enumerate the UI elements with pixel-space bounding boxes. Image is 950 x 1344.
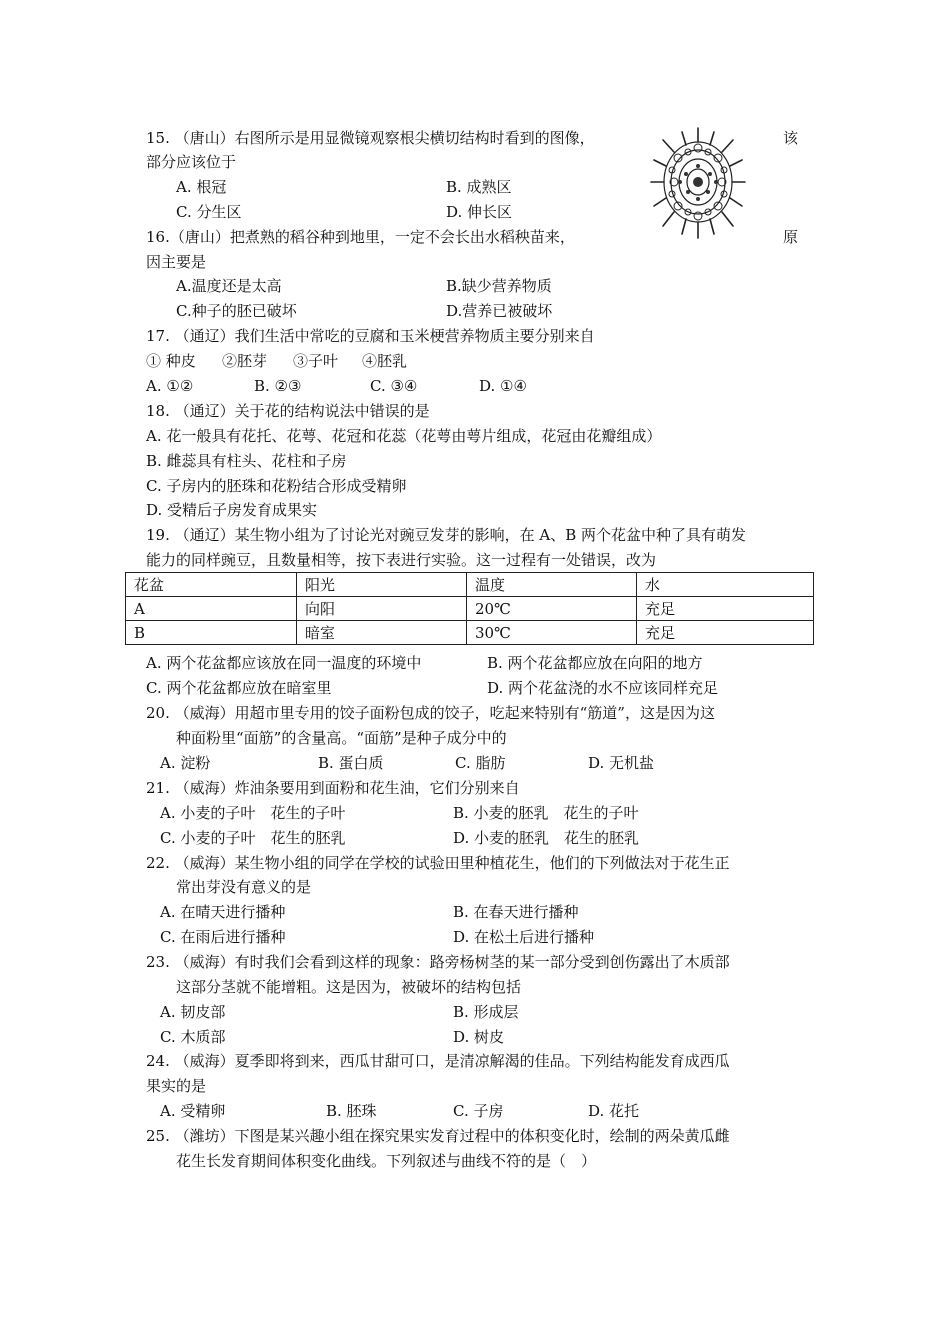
q16-option-d: D.营养已被破坏 [446,302,553,320]
q21-option-a: A. 小麦的子叶 花生的子叶 [160,804,346,822]
q21-option-b: B. 小麦的胚乳 花生的子叶 [453,804,639,822]
q19-option-b: B. 两个花盆都应放在向阳的地方 [487,654,703,672]
q21-stem: 21. （威海）炸油条要用到面粉和花生油，它们分别来自 [146,779,520,797]
q19-option-d: D. 两个花盆浇的水不应该同样充足 [487,679,719,697]
table-row [126,597,814,621]
q23-stem-line1: 23. （威海）有时我们会看到这样的现象：路旁杨树茎的某一部分受到创伤露出了木质部 [146,953,730,971]
q22-option-d: D. 在松土后进行播种 [453,928,595,946]
q15-option-c: C. 分生区 [176,203,242,221]
table-header-row [126,573,814,597]
q20-option-c: C. 脂肪 [455,754,506,772]
q24-option-a: A. 受精卵 [160,1102,226,1120]
q21-option-c: C. 小麦的子叶 花生的胚乳 [160,829,346,847]
table-cell: 充足 [637,597,814,621]
table-cell: 充足 [637,621,814,645]
q24-option-b: B. 胚珠 [326,1102,377,1120]
q23-option-a: A. 韧皮部 [160,1003,226,1021]
q24-stem-line2: 果实的是 [146,1077,207,1095]
q24-option-c: C. 子房 [453,1102,504,1120]
q22-option-a: A. 在晴天进行播种 [160,903,286,921]
q17-stem: 17. （通辽）我们生活中常吃的豆腐和玉米梗营养物质主要分别来自 [146,327,595,345]
q17-option-a: A. ①② [146,377,194,395]
q16-option-b: B.缺少营养物质 [446,277,552,295]
table-cell: B [126,621,297,645]
q22-option-b: B. 在春天进行播种 [453,903,579,921]
q22-stem-line2: 常出芽没有意义的是 [176,878,312,896]
q16-stem-line1: 16.（唐山）把煮熟的稻谷种到地里，一定不会长出水稻秧苗来， [146,228,575,246]
q19-stem-line2: 能力的同样豌豆，且数量相等，按下表进行实验。这一过程有一处错误，改为 [146,551,657,569]
q17-option-c: C. ③④ [370,377,418,395]
q17-item-3: ③子叶 [293,352,339,370]
q22-stem-line1: 22. （威海）某生物小组的同学在学校的试验田里种植花生，他们的下列做法对于花生正 [146,854,730,872]
q23-stem-line2: 这部分茎就不能增粗。这是因为，被破坏的结构包括 [176,978,522,996]
q16-stem-line1-tail: 原 [783,228,799,246]
q20-stem-line1: 20. （威海）用超市里专用的饺子面粉包成的饺子，吃起来特别有“筋道”，这是因为这 [146,704,715,722]
q15-option-a: A. 根冠 [176,178,227,196]
q15-option-d: D. 伸长区 [446,203,513,221]
q20-option-b: B. 蛋白质 [318,754,384,772]
q17-item-1: ① 种皮 [146,352,196,370]
q23-option-d: D. 树皮 [453,1028,505,1046]
q19-option-a: A. 两个花盆都应该放在同一温度的环境中 [146,654,422,672]
q15-stem-line1-tail: 该 [783,129,799,147]
q18-option-c: C. 子房内的胚珠和花粉结合形成受精卵 [146,477,407,495]
q23-option-c: C. 木质部 [160,1028,226,1046]
table-header-cell: 温度 [467,573,637,597]
q19-experiment-table [125,572,814,645]
table-cell: 30℃ [467,621,637,645]
q24-stem-line1: 24. （威海）夏季即将到来，西瓜甘甜可口，是清凉解渴的佳品。下列结构能发育成西瓜 [146,1052,730,1070]
q17-option-d: D. ①④ [479,377,527,395]
table-cell: A [126,597,297,621]
root-cross-section-image [648,122,748,244]
q23-option-b: B. 形成层 [453,1003,519,1021]
q16-option-a: A.温度还是太高 [176,277,282,295]
q25-stem-line1: 25. （潍坊）下图是某兴趣小组在探究果实发育过程中的体积变化时，绘制的两朵黄瓜雌 [146,1127,730,1145]
q18-stem: 18. （通辽）关于花的结构说法中错误的是 [146,402,430,420]
q24-option-d: D. 花托 [588,1102,640,1120]
q16-stem-line2: 因主要是 [146,253,207,271]
table-cell: 20℃ [467,597,637,621]
q17-item-4: ④胚乳 [362,352,408,370]
q18-option-b: B. 雌蕊具有柱头、花柱和子房 [146,452,347,470]
q18-option-a: A. 花一般具有花托、花萼、花冠和花蕊（花萼由萼片组成，花冠由花瓣组成） [146,427,662,445]
table-header-cell: 花盆 [126,573,297,597]
q16-option-c: C.种子的胚已破坏 [176,302,297,320]
q19-stem-line1: 19. （通辽）某生物小组为了讨论光对豌豆发芽的影响，在 A、B 两个花盆中种了具有萌发 [146,526,747,544]
q19-option-c: C. 两个花盆都应放在暗室里 [146,679,332,697]
table-cell: 向阳 [297,597,467,621]
q15-stem-line2: 部分应该位于 [146,153,237,171]
q17-option-b: B. ②③ [254,377,302,395]
q20-stem-line2: 种面粉里“面筋”的含量高。“面筋”是种子成分中的 [176,729,507,747]
q15-option-b: B. 成熟区 [446,178,512,196]
table-header-cell: 水 [637,573,814,597]
q21-option-d: D. 小麦的胚乳 花生的胚乳 [453,829,640,847]
table-row [126,621,814,645]
q22-option-c: C. 在雨后进行播种 [160,928,286,946]
q18-option-d: D. 受精后子房发育成果实 [146,501,318,519]
q25-stem-line2: 花生长发育期间体积变化曲线。下列叙述与曲线不符的是（ ） [176,1152,597,1170]
table-cell: 暗室 [297,621,467,645]
q20-option-d: D. 无机盐 [588,754,655,772]
q17-item-2: ②胚芽 [222,352,268,370]
table-header-cell: 阳光 [297,573,467,597]
q15-stem-line1: 15. （唐山）右图所示是用显微镜观察根尖横切结构时看到的图像， [146,129,595,147]
q20-option-a: A. 淀粉 [160,754,211,772]
